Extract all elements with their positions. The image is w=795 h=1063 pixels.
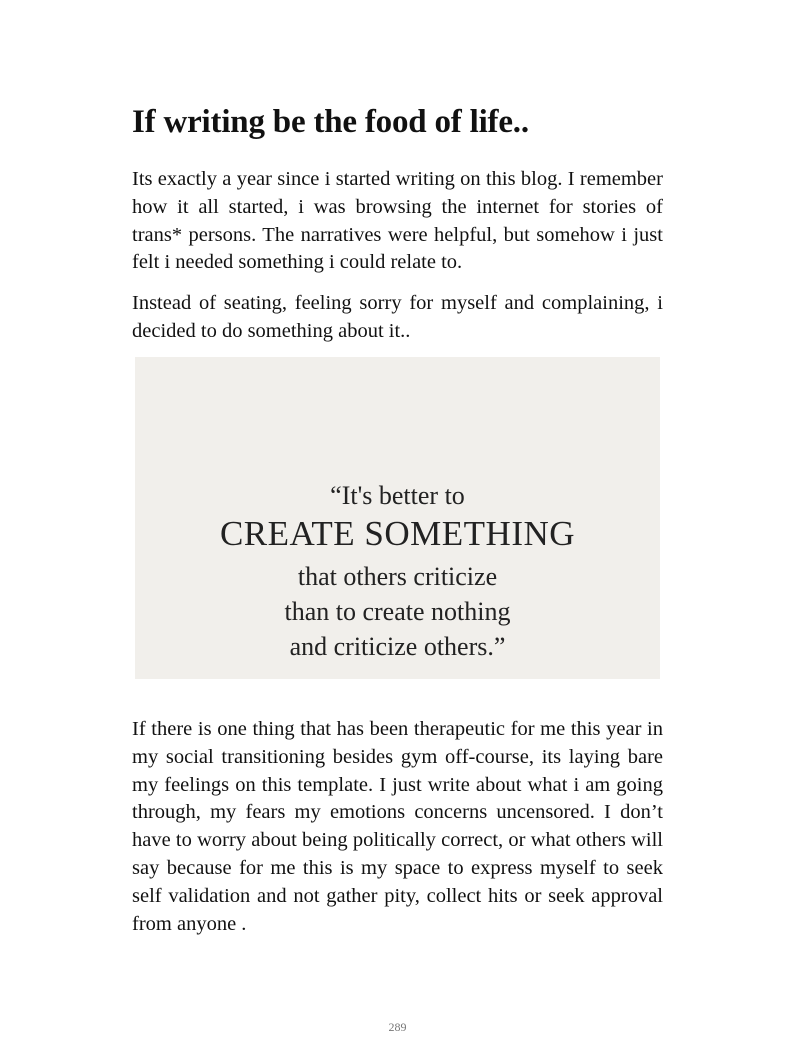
quote-image: [135, 357, 660, 679]
paragraph-1: Its exactly a year since i started writing on this blog. I remember how it all started, i was browsing the internet for stories of trans* persons. The narratives were helpful, but somehow i just felt i needed something i could relate to.: [132, 168, 663, 274]
quote-line-4: than to create nothing: [284, 597, 511, 626]
quote-line-3: that others criticize: [297, 562, 498, 591]
quote-line-2: CREATE SOMETHING: [219, 514, 576, 553]
paragraph-2: Instead of seating, feeling sorry for myself and complaining, i decided to do something about it..: [132, 292, 663, 342]
article-bottom: [132, 716, 663, 938]
paragraph-3: If there is one thing that has been therapeutic for me this year in my social transitioning besides gym off-course, its laying bare my feelings on this template. I just write about what i am going through, my fears my emotions concerns uncensored. I don’t have to worry about being politically correct, or what others will say because for me this is my space to express myself to seek self validation and not gather pity, collect hits or seek approval from anyone .: [132, 718, 663, 935]
page-number: 289: [388, 1020, 407, 1034]
article-top: [132, 100, 663, 346]
page-title: If writing be the food of life..: [132, 104, 529, 140]
quote-line-1: “It's better to: [330, 481, 465, 510]
quote-line-5: and criticize others.”: [289, 632, 506, 661]
